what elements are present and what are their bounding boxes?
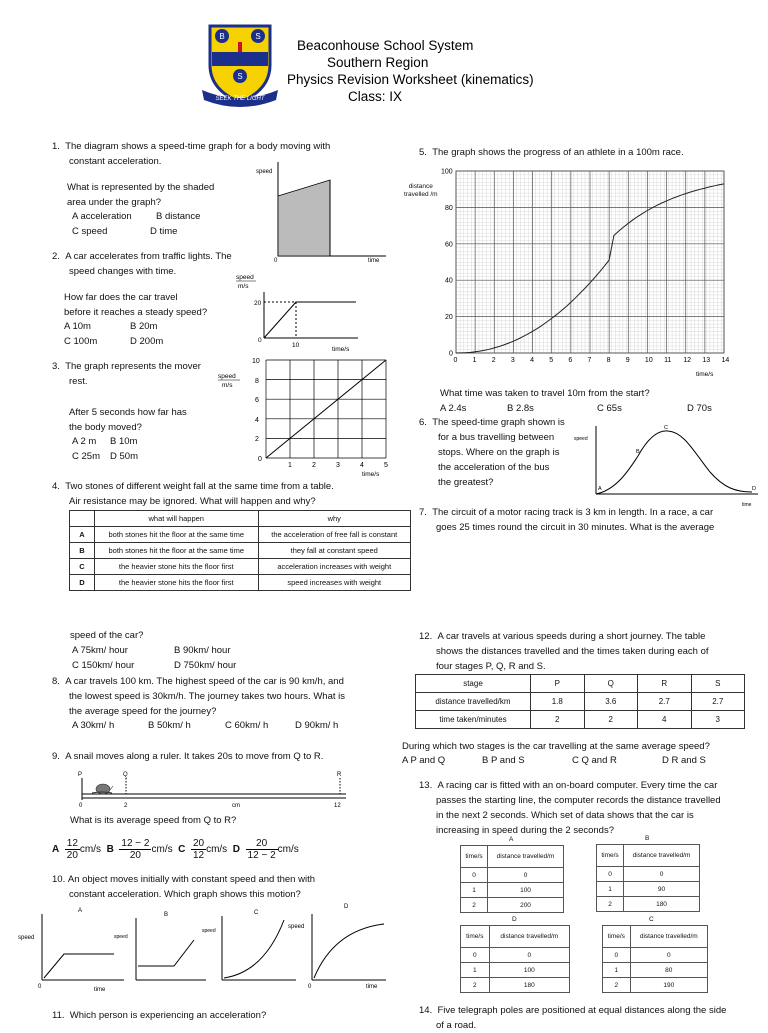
q3-speed-time-graph (214, 354, 394, 480)
q1-ask-1: What is represented by the shaded (67, 182, 215, 193)
q5-xtick: 2 (491, 357, 496, 364)
q2-text-1: A car accelerates from traffic lights. The (65, 251, 232, 262)
q1-option-a[interactable]: A acceleration (72, 211, 132, 222)
q3-ytick: 0 (258, 456, 262, 463)
q13-label-c: C (649, 916, 654, 923)
logo-motto: SEEK THE LIGHT (215, 96, 265, 102)
q13-text-4: increasing in speed during the 2 seconds? (436, 825, 614, 836)
question-2 (52, 249, 232, 279)
q12-header: P (531, 675, 585, 693)
q3-ask (69, 405, 187, 435)
q9-options (52, 838, 299, 861)
q3-xtick: 5 (384, 462, 388, 469)
q2-ask-1: How far does the car travel (64, 292, 178, 303)
q12-number: 12. (419, 631, 433, 642)
question-8 (52, 674, 345, 719)
q1-text-2: constant acceleration. (69, 156, 162, 167)
q1-origin: 0 (274, 258, 278, 264)
q2-number: 2. (52, 251, 60, 262)
q9-ask: What is its average speed from Q to R? (70, 815, 237, 826)
q5-ask: What time was taken to travel 10m from the start? (440, 388, 650, 399)
q2-option-a[interactable]: A 10m (64, 321, 91, 332)
q7-option-c[interactable]: C 150km/ hour (72, 660, 135, 671)
q8-text-2: the lowest speed is 30km/h. The journey takes two hours. What is (69, 691, 345, 702)
q1-option-d[interactable]: D time (150, 226, 178, 237)
q6-text-1: The speed-time graph shown is (432, 417, 565, 428)
q7-text-2: goes 25 times round the circuit in 30 minutes. What is the average (436, 522, 715, 533)
q4-row-letter[interactable]: A (70, 527, 95, 543)
logo-letter-3: S (237, 72, 243, 81)
q7-options (72, 643, 236, 673)
q12-cell: 2.7 (638, 693, 692, 711)
q5-xtick: 1 (472, 357, 477, 364)
q13-number: 13. (419, 780, 433, 791)
q8-option-a[interactable]: A 30km/ h (72, 720, 115, 731)
question-9 (52, 749, 323, 764)
q3-ylabel-bot: m/s (222, 382, 233, 389)
q12-header: Q (584, 675, 638, 693)
q3-options (72, 434, 138, 464)
q6-number: 6. (419, 417, 427, 428)
q12-cell: time taken/minutes (416, 711, 531, 729)
table-row (70, 527, 411, 543)
q3-option-c[interactable]: C 25m (72, 451, 100, 462)
table-row: 2 190 (603, 978, 708, 993)
q11-number: 11. (52, 1010, 65, 1021)
q4-row-what: the heavier stone hits the floor first (95, 559, 259, 575)
q8-options (72, 718, 402, 733)
question-6 (419, 415, 565, 490)
q6-ylabel: speed (574, 436, 588, 442)
table-row: 1 100 (461, 883, 564, 898)
q4-row-letter[interactable]: D (70, 575, 95, 591)
q8-text-3: the average speed for the journey? (69, 706, 217, 717)
q3-option-b[interactable]: B 10m (110, 436, 138, 447)
table-row (70, 543, 411, 559)
q3-ytick: 6 (255, 397, 259, 404)
q13-label-b: B (645, 835, 650, 842)
q5-option-c[interactable]: C 65s (597, 403, 622, 414)
q3-ytick: 8 (255, 378, 259, 385)
q9-option-b[interactable]: B $\frac{12 - 2}{20}$ cm/s (106, 838, 173, 861)
q4-row-what: both stones hit the floor at the same time (95, 543, 259, 559)
q3-text-2: rest. (69, 376, 88, 387)
q14-text-2: of a road. (436, 1020, 477, 1031)
q7-option-b[interactable]: B 90km/ hour (174, 645, 231, 656)
q12-text-1: A car travels at various speeds during a short journey. The table (437, 631, 706, 642)
q5-ytick: 0 (449, 350, 453, 358)
q11-text: Which person is experiencing an acceleration? (69, 1010, 267, 1021)
q5-xtick: 14 (721, 357, 730, 364)
q2-option-d[interactable]: D 200m (130, 336, 164, 347)
q5-ytick: 100 (441, 168, 453, 176)
q5-xtick: 0 (453, 357, 458, 364)
q6-text-4: the acceleration of the bus (438, 462, 550, 473)
q3-ask-1: After 5 seconds how far has (69, 407, 187, 418)
q8-option-b[interactable]: B 50km/ h (148, 720, 191, 731)
svg-text:time: time (366, 984, 378, 990)
q4-row-why: acceleration increases with weight (258, 559, 411, 575)
question-3 (52, 359, 201, 389)
q10-number: 10. (52, 874, 66, 885)
question-11 (52, 1008, 266, 1023)
q12-option-c[interactable]: C Q and R (572, 755, 617, 766)
table-row (70, 575, 411, 591)
q7-number: 7. (419, 507, 427, 518)
q5-option-d[interactable]: D 70s (687, 403, 712, 414)
q6-point-b: B (636, 449, 640, 455)
q12-cell: 2.7 (691, 693, 745, 711)
question-14 (419, 1003, 726, 1033)
q12-option-b[interactable]: B P and S (482, 755, 525, 766)
svg-text:0: 0 (38, 984, 42, 990)
q12-header: S (691, 675, 745, 693)
q1-option-c[interactable]: C speed (72, 226, 108, 237)
svg-text:0: 0 (308, 984, 312, 990)
q12-cell: 1.8 (531, 693, 585, 711)
q7-option-a[interactable]: A 75km/ hour (72, 645, 128, 656)
q6-point-c: C (664, 425, 668, 431)
q1-ask-2: area under the graph? (67, 197, 162, 208)
q13-table-c[interactable]: time/s distance travelled/m 0 0 1 80 2 190 (602, 925, 708, 993)
q9-tick-0: 0 (79, 803, 83, 809)
svg-text:time: time (94, 987, 106, 993)
class-label: Class: IX (348, 89, 403, 104)
q10-text-1: An object moves initially with constant speed and then with (67, 874, 315, 885)
table-row: 2 180 (597, 897, 700, 912)
q12-header-stage: stage (416, 675, 531, 693)
q3-xtick: 4 (360, 462, 364, 469)
table-row: 0 0 (461, 868, 564, 883)
q13-table-b[interactable]: time/s distance travelled/m 0 0 1 90 2 180 (596, 844, 700, 912)
q5-xtick: 8 (606, 357, 611, 364)
question-7 (419, 505, 714, 535)
q12-ask: During which two stages is the car travelling at the same average speed? (402, 741, 710, 752)
table-row (70, 559, 411, 575)
logo-letter-2: S (255, 32, 261, 41)
q5-xtick: 9 (625, 357, 630, 364)
region-name: Southern Region (327, 55, 429, 70)
q8-option-c[interactable]: C 60km/ h (225, 720, 269, 731)
table-row: 1 80 (603, 963, 708, 978)
q3-ask-2: the body moved? (69, 422, 142, 433)
q5-text: The graph shows the progress of an athlete in a 100m race. (432, 147, 684, 158)
svg-text:speed: speed (202, 928, 216, 934)
q4-row-why: the acceleration of free fall is constant (258, 527, 411, 543)
q3-xtick: 2 (312, 462, 316, 469)
q5-ylabel-1: distance (408, 183, 433, 190)
q5-ytick: 20 (445, 314, 453, 322)
q5-ytick: 40 (445, 277, 453, 285)
q12-cell: 3 (691, 711, 745, 729)
q9-label-q: Q (123, 772, 128, 778)
q7-option-d[interactable]: D 750km/ hour (174, 660, 237, 671)
q10-graph-d[interactable] (288, 904, 386, 990)
question-13 (419, 778, 721, 838)
q5-xtick: 13 (702, 357, 711, 364)
q3-ytick: 4 (255, 417, 259, 424)
q12-option-a[interactable]: A P and Q (402, 755, 446, 766)
q6-text-2: for a bus travelling between (438, 432, 555, 443)
q5-xtick: 10 (644, 357, 653, 364)
q14-number: 14. (419, 1005, 433, 1016)
table-row: 2 200 (461, 898, 564, 913)
q9-text: A snail moves along a ruler. It takes 20s to move from Q to R. (65, 751, 324, 762)
q6-point-a: A (598, 486, 602, 492)
q2-text-2: speed changes with time. (69, 266, 177, 277)
q14-text-1: Five telegraph poles are positioned at equal distances along the side (437, 1005, 727, 1016)
q2-option-b[interactable]: B 20m (130, 321, 158, 332)
q12-cell: 2 (584, 711, 638, 729)
q4-table (69, 510, 411, 591)
q3-number: 3. (52, 361, 60, 372)
q13-label-d: D (512, 916, 517, 923)
q13-table-a[interactable]: time/s distance travelled/m 0 0 1 100 2 200 (460, 845, 564, 913)
q10-text-2: constant acceleration. Which graph shows this motion? (69, 889, 301, 900)
q9-unit: cm (232, 803, 240, 809)
q9-tick-2: 2 (124, 803, 128, 809)
q9-option-a[interactable]: A $\frac{12}{20}$ cm/s (52, 838, 102, 861)
q5-xtick: 3 (510, 357, 515, 364)
q4-text-2: Air resistance may be ignored. What will happen and why? (69, 496, 316, 507)
table-row: 0 0 (597, 867, 700, 882)
q4-row-what: both stones hit the floor at the same time (95, 527, 259, 543)
q4-row-why: speed increases with weight (258, 575, 411, 591)
q6-xlabel: time (742, 502, 752, 508)
q3-text-1: The graph represents the mover (65, 361, 201, 372)
q2-xval: 10 (292, 342, 300, 349)
q12-cell: 2 (531, 711, 585, 729)
q7-continued: speed of the car? (70, 630, 144, 641)
q3-xlabel: time/s (362, 471, 380, 478)
q12-text-2: shows the distances travelled and the times taken during each of (436, 646, 709, 657)
svg-text:speed: speed (288, 924, 305, 930)
school-name: Beaconhouse School System (297, 38, 474, 53)
q3-ytick: 10 (252, 358, 260, 365)
q13-text-1: A racing car is fitted with an on-board computer. Every time the car (437, 780, 718, 791)
q9-tick-12: 12 (334, 803, 341, 809)
q9-number: 9. (52, 751, 60, 762)
svg-text:speed: speed (18, 935, 35, 941)
q3-option-d[interactable]: D 50m (110, 451, 138, 462)
q2-ask-2: before it reaches a steady speed? (64, 307, 208, 318)
q2-options (64, 319, 163, 349)
q1-xlabel: time (368, 258, 380, 264)
q6-point-d: D (752, 486, 756, 492)
q7-text-1: The circuit of a motor racing track is 3 km in length. In a race, a car (432, 507, 714, 518)
table-row: 2 180 (461, 978, 570, 993)
q2-ask (64, 290, 207, 320)
q2-origin: 0 (258, 337, 262, 344)
table-row (416, 693, 745, 711)
q5-xtick: 5 (549, 357, 554, 364)
q4-text-1: Two stones of different weight fall at the same time from a table. (65, 481, 334, 492)
q1-text-1: The diagram shows a speed-time graph for a body moving with (65, 141, 331, 152)
q3-ytick: 2 (255, 436, 259, 443)
q5-option-b[interactable]: B 2.8s (507, 403, 534, 414)
q5-distance-time-graph (441, 160, 744, 382)
q10-graphs (14, 900, 394, 998)
q6-speed-time-graph (572, 422, 762, 510)
q13-table-d[interactable]: time/s distance travelled/m 0 0 1 100 2 180 (460, 925, 570, 993)
table-row: 1 90 (597, 882, 700, 897)
q5-ylabel (404, 183, 438, 199)
q5-number: 5. (419, 147, 427, 158)
q2-xlabel: time/s (332, 346, 350, 353)
q5-xtick: 7 (587, 357, 592, 364)
q9-option-d[interactable]: D $\frac{20}{12 - 2}$ cm/s (232, 838, 299, 861)
q5-option-a[interactable]: A 2.4s (440, 403, 467, 414)
q4-row-why: they fall at constant speed (258, 543, 411, 559)
q5-ytick: 60 (445, 241, 453, 249)
q13-label-a: A (509, 836, 514, 843)
q3-xtick: 1 (288, 462, 292, 469)
q8-option-d[interactable]: D 90km/ h (295, 720, 339, 731)
q4-header-why: why (258, 511, 411, 527)
q6-text-5: the greatest? (438, 477, 494, 488)
q4-number: 4. (52, 481, 60, 492)
table-row: 0 0 (461, 948, 570, 963)
q4-row-what: the heavier stone hits the floor first (95, 575, 259, 591)
svg-text:B: B (164, 912, 169, 918)
q5-xtick: 6 (568, 357, 573, 364)
q4-row-letter[interactable]: B (70, 543, 95, 559)
q5-ytick: 80 (445, 204, 453, 212)
q2-option-c[interactable]: C 100m (64, 336, 98, 347)
q12-text-3: four stages P, Q, R and S. (436, 661, 546, 672)
logo-letter-1: B (219, 32, 225, 41)
question-5 (419, 145, 684, 160)
q4-header-what: what will happen (95, 511, 259, 527)
q1-ylabel: speed (256, 169, 273, 175)
q6-text-3: stops. Where on the graph is (438, 447, 560, 458)
q9-option-c[interactable]: C $\frac{20}{12}$ cm/s (178, 838, 228, 861)
q2-speed-time-graph (232, 268, 372, 354)
question-10 (52, 872, 315, 902)
snail-icon (92, 784, 113, 794)
svg-text:C: C (254, 910, 259, 916)
q10-graph-b[interactable] (114, 912, 206, 980)
q12-header: R (638, 675, 692, 693)
table-row: 1 100 (461, 963, 570, 978)
q3-option-a[interactable]: A 2 m (72, 436, 97, 447)
q9-label-p: P (78, 772, 83, 778)
q13-text-2: passes the starting line, the computer records the distance travelled (436, 795, 721, 806)
q12-cell: distance travelled/km (416, 693, 531, 711)
table-row (416, 711, 745, 729)
q12-options (402, 753, 762, 768)
q12-cell: 4 (638, 711, 692, 729)
q13-text-3: in the next 2 seconds. Which set of data shows that the car is (436, 810, 694, 821)
q1-option-b[interactable]: B distance (156, 211, 201, 222)
q12-table (415, 674, 745, 729)
q3-xtick: 3 (336, 462, 340, 469)
q5-xtick: 11 (664, 357, 672, 364)
svg-text:D: D (344, 904, 349, 910)
q2-ylabel-bot: m/s (238, 283, 249, 290)
q12-option-d[interactable]: D R and S (662, 755, 706, 766)
q12-cell: 3.6 (584, 693, 638, 711)
q9-label-r: R (337, 772, 342, 778)
q8-number: 8. (52, 676, 60, 687)
q3-ylabel-top: speed (218, 373, 236, 380)
q5-xtick: 4 (530, 357, 534, 364)
q1-number: 1. (52, 141, 60, 152)
svg-text:A: A (78, 908, 83, 914)
school-logo (200, 20, 280, 110)
q5-ylabel-2: travelled /m (404, 191, 438, 198)
q5-xlabel: time/s (696, 371, 714, 378)
q2-yval: 20 (254, 300, 262, 307)
q8-text-1: A car travels 100 km. The highest speed of the car is 90 km/h, and (65, 676, 344, 687)
q1-ask (67, 180, 214, 210)
q1-options (72, 209, 272, 239)
q4-row-letter[interactable]: C (70, 559, 95, 575)
q10-graph-c[interactable] (202, 910, 296, 980)
q5-xtick: 12 (683, 357, 692, 364)
q10-graph-a[interactable] (18, 908, 124, 993)
question-4 (52, 479, 334, 509)
q1-speed-time-graph (250, 158, 390, 266)
worksheet-title: Physics Revision Worksheet (kinematics) (287, 72, 534, 87)
question-12 (419, 629, 709, 674)
q9-ruler (70, 766, 370, 808)
table-row: 0 0 (603, 948, 708, 963)
q2-ylabel-top: speed (236, 274, 254, 281)
svg-text:speed: speed (114, 934, 128, 940)
q5-options (440, 401, 760, 416)
